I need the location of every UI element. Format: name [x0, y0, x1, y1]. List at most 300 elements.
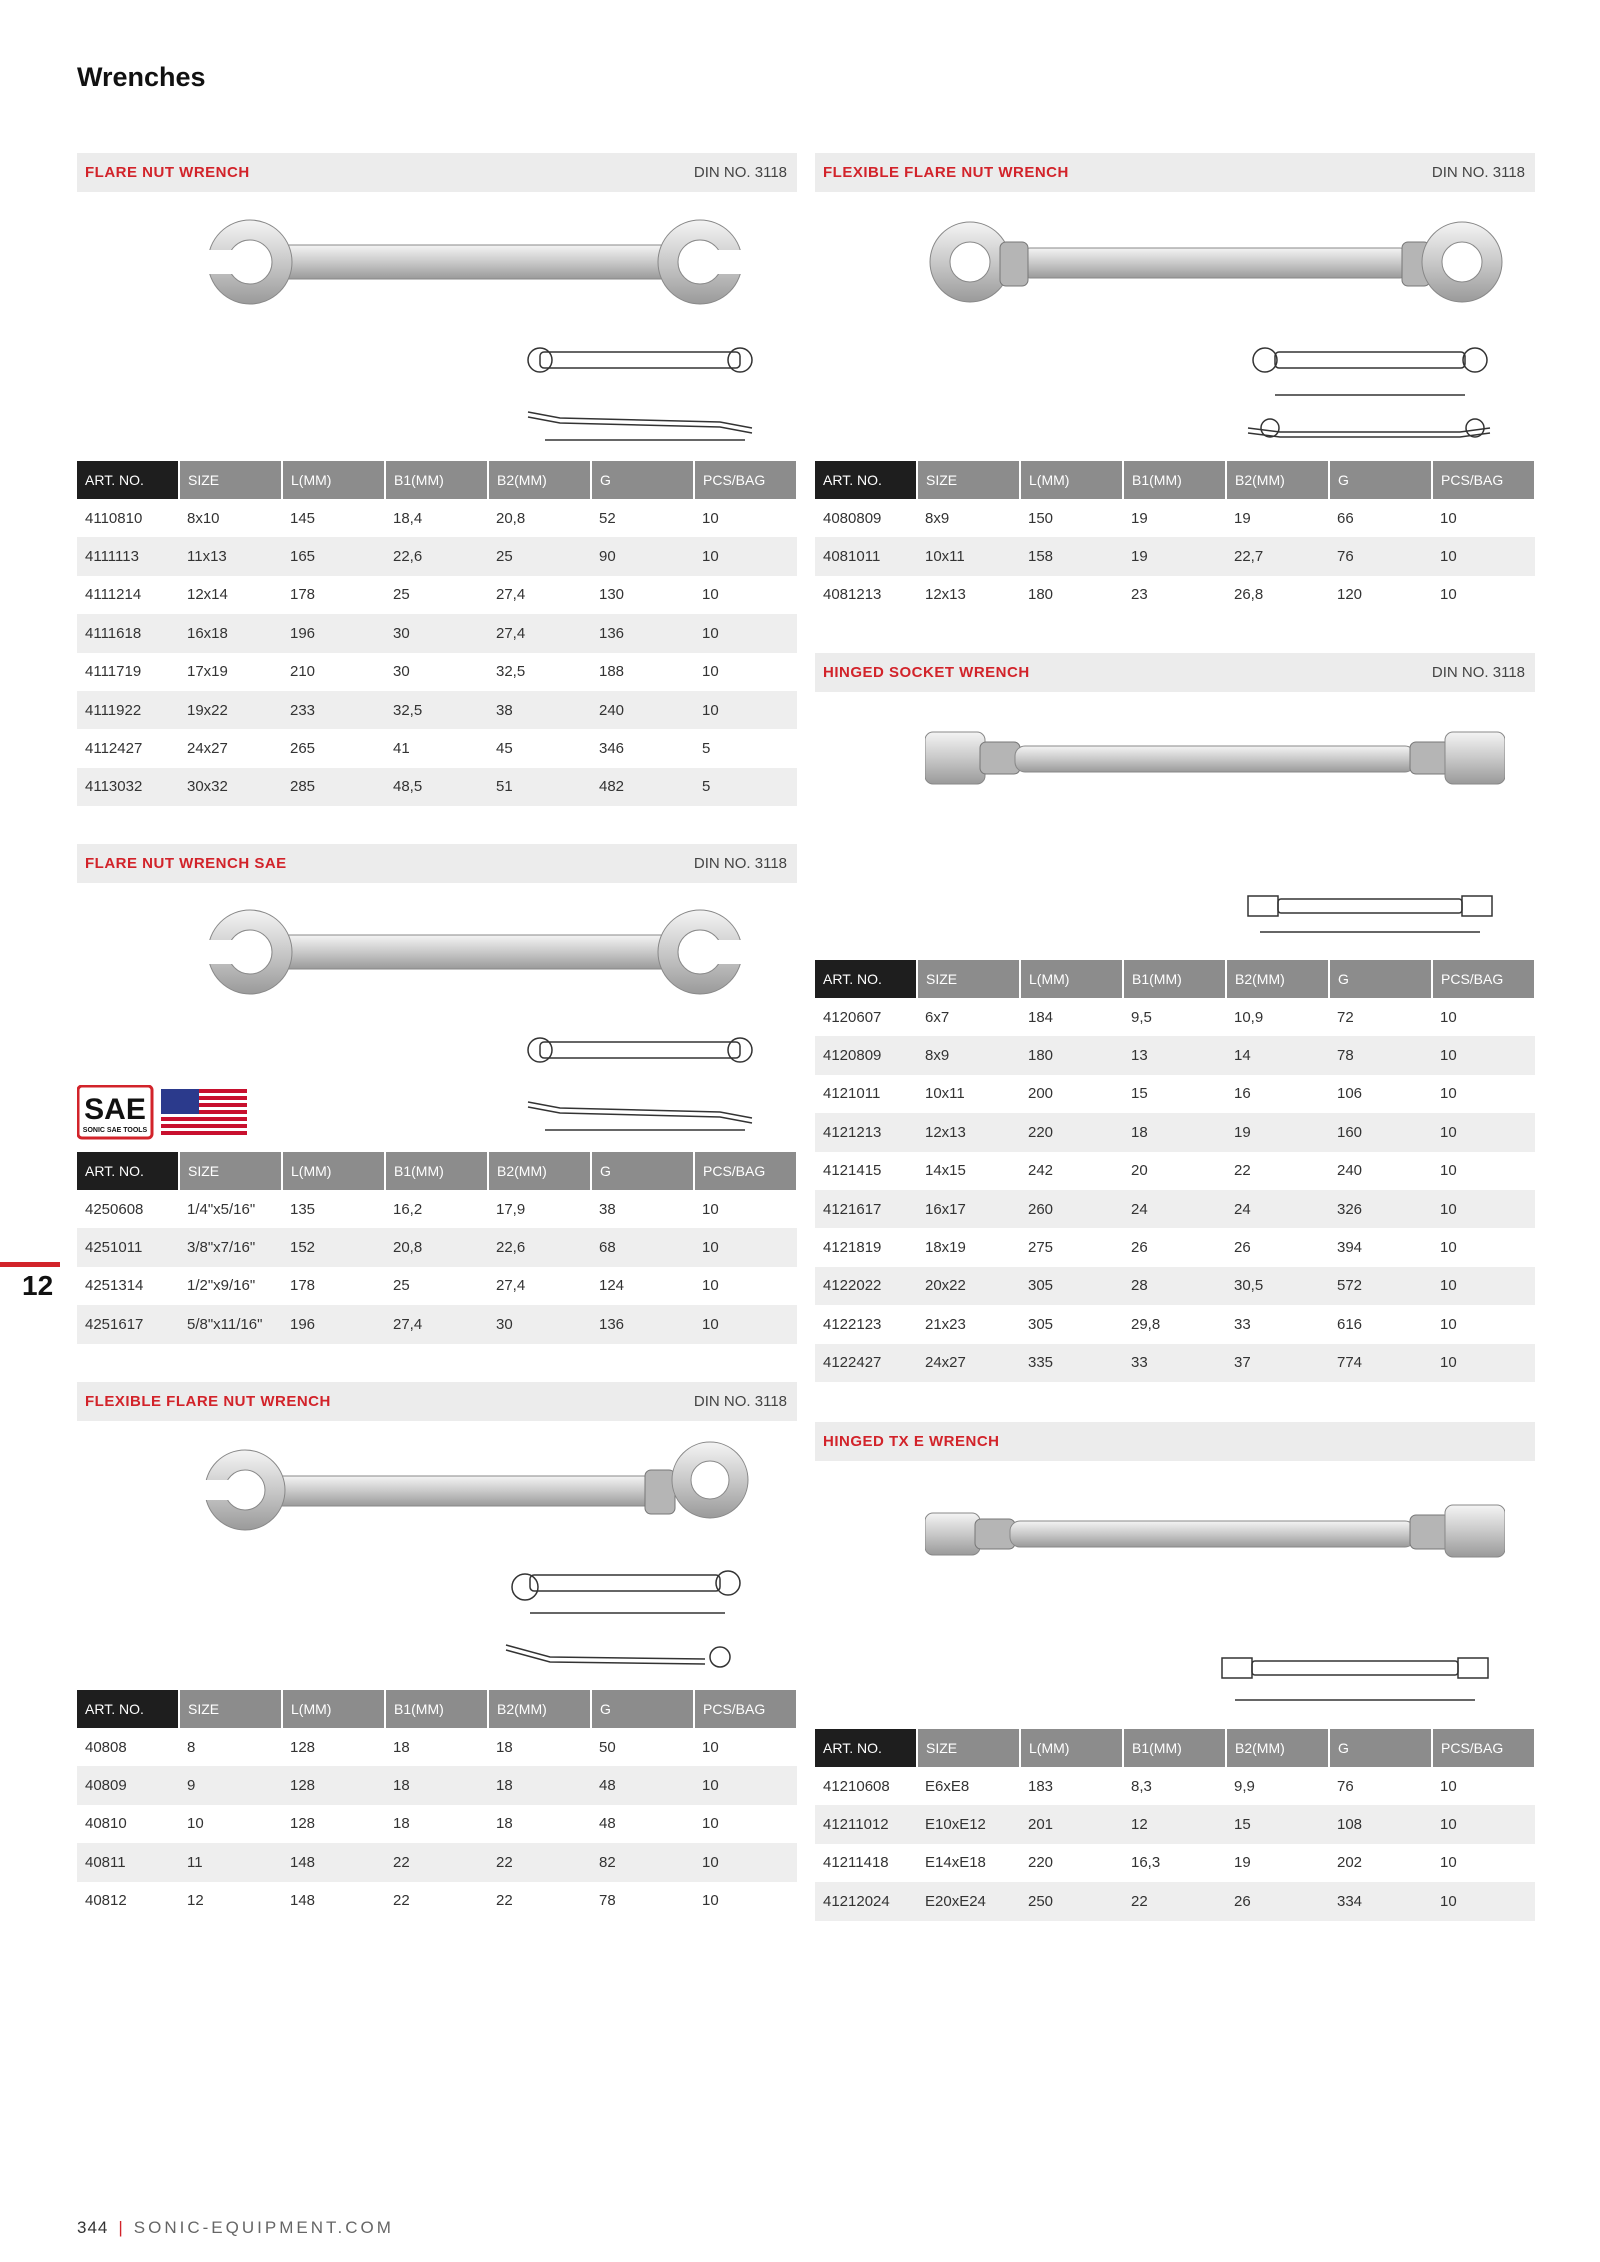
table-row [815, 1036, 1535, 1074]
flexible-flare-nut-wrench-right-table [815, 461, 1536, 614]
flare-nut-wrench-image [185, 212, 765, 312]
table-cell: 326 [1329, 1190, 1432, 1228]
table-cell: 10 [1440, 1315, 1457, 1333]
column-header: B2(MM) [488, 1690, 591, 1728]
table-cell: 26 [1226, 1882, 1329, 1920]
table-cell: 27,4 [385, 1305, 488, 1343]
table-cell: 41211012 [815, 1805, 917, 1843]
table-cell: 334 [1329, 1882, 1432, 1920]
table-cell: 10 [702, 586, 719, 604]
table-cell: 37 [1226, 1344, 1329, 1382]
din-number: DIN NO. 3118 [693, 164, 787, 181]
table-cell: 10 [1432, 1113, 1535, 1151]
table-cell: 25 [393, 586, 410, 604]
column-header: PCS/BAG [1432, 461, 1535, 499]
table-cell: 124 [599, 1277, 625, 1295]
footer-website[interactable]: SONIC-EQUIPMENT.COM [133, 2218, 394, 2237]
table-cell: 4111618 [77, 614, 179, 652]
hinged-tx-e-wrench-image [925, 1495, 1505, 1575]
table-cell: 72 [1337, 1008, 1354, 1026]
table-cell: 210 [290, 663, 316, 681]
column-header: L(MM) [1020, 960, 1123, 998]
table-cell: 4121011 [823, 1085, 881, 1103]
table-cell: 16 [1234, 1085, 1251, 1103]
section-header [77, 1382, 797, 1421]
table-cell: 41211418 [823, 1854, 889, 1872]
table-row [77, 729, 797, 767]
column-header: PCS/BAG [1432, 960, 1535, 998]
table-row [815, 576, 1535, 614]
table-cell: E14xE18 [925, 1854, 986, 1872]
table-cell: 19 [1226, 1113, 1329, 1151]
table-cell: 4080809 [823, 509, 882, 527]
table-cell: 233 [282, 691, 385, 729]
table-cell: 4121617 [815, 1190, 917, 1228]
table-cell: 240 [1337, 1162, 1363, 1180]
table-cell: 16x18 [179, 614, 282, 652]
table-cell: 26 [1131, 1239, 1148, 1257]
table-cell: 10 [702, 509, 719, 527]
column-header: SIZE [917, 461, 1020, 499]
hinged-socket-wrench-table [815, 960, 1536, 1382]
column-header: ART. NO. [815, 461, 917, 499]
column-header: G [591, 461, 694, 499]
table-row [77, 537, 797, 575]
section-title: FLARE NUT WRENCH SAE [85, 855, 287, 872]
column-header: B1(MM) [1123, 960, 1226, 998]
table-cell: 8,3 [1131, 1777, 1152, 1795]
table-cell: 128 [282, 1766, 385, 1804]
column-header: SIZE [917, 1729, 1020, 1767]
table-cell: 40812 [85, 1892, 127, 1910]
table-cell: 16,2 [393, 1200, 423, 1218]
table-row [77, 1305, 797, 1343]
table-cell: 41 [393, 740, 410, 758]
section-header [815, 153, 1535, 192]
table-cell: 250 [1020, 1882, 1123, 1920]
table-cell: 45 [496, 740, 513, 758]
hinged-tx-e-wrench-drawing [1210, 1650, 1500, 1710]
table-cell: 10 [1432, 1805, 1535, 1843]
chapter-number: 12 [22, 1270, 54, 1301]
table-cell: 4121415 [823, 1162, 882, 1180]
column-header: L(MM) [1020, 1729, 1123, 1767]
table-cell: 38 [488, 691, 591, 729]
table-cell: 16,3 [1131, 1854, 1161, 1872]
table-cell: 76 [1337, 1777, 1354, 1795]
table-cell: 152 [282, 1228, 385, 1266]
column-header: ART. NO. [815, 960, 917, 998]
table-cell: 40809 [77, 1766, 179, 1804]
column-header: L(MM) [282, 461, 385, 499]
table-cell: 10 [1440, 1239, 1457, 1257]
table-cell: 4112427 [85, 740, 143, 758]
table-cell: 30,5 [1226, 1267, 1329, 1305]
section-flexible-flare-nut-wrench-left [77, 1382, 797, 1421]
table-cell: 48 [591, 1766, 694, 1804]
table-header-row [815, 1729, 1535, 1767]
table-cell: 28 [1123, 1267, 1226, 1305]
table-cell: 40808 [85, 1738, 127, 1756]
table-cell: 136 [591, 614, 694, 652]
table-cell: 305 [1020, 1267, 1123, 1305]
flexible-flare-nut-wrench-drawing [500, 1565, 760, 1680]
table-cell: 12 [187, 1892, 204, 1910]
table-cell: 10 [1432, 537, 1535, 575]
table-cell: 10 [1440, 1777, 1457, 1795]
table-cell: 10 [694, 1843, 797, 1881]
table-row [77, 1843, 797, 1881]
table-row [815, 1152, 1535, 1190]
table-row [77, 1766, 797, 1804]
table-cell: 10,9 [1234, 1008, 1264, 1026]
table-cell: 202 [1337, 1854, 1363, 1872]
table-cell: 4122022 [815, 1267, 917, 1305]
table-cell: 10 [1440, 586, 1457, 604]
table-cell: 20x22 [917, 1267, 1020, 1305]
section-title: HINGED TX E WRENCH [823, 1433, 1000, 1450]
table-cell: 8x9 [925, 509, 950, 527]
table-cell: 18x19 [925, 1239, 966, 1257]
table-row [77, 1882, 797, 1920]
table-cell: 8x9 [917, 1036, 1020, 1074]
table-cell: 201 [1020, 1805, 1123, 1843]
table-row [77, 1267, 797, 1305]
table-cell: 10x11 [917, 537, 1020, 575]
table-row [77, 1190, 797, 1228]
table-row [815, 1305, 1535, 1343]
flexible-flare-nut-wrench-left-table [77, 1690, 798, 1920]
table-cell: 183 [1028, 1777, 1054, 1795]
table-cell: 4121819 [823, 1239, 882, 1257]
table-cell: 220 [1020, 1113, 1123, 1151]
table-row [815, 1228, 1535, 1266]
sae-logo-text: SAE [84, 1093, 146, 1126]
table-cell: 19x22 [179, 691, 282, 729]
table-cell: 106 [1337, 1085, 1363, 1103]
column-header: B2(MM) [1226, 461, 1329, 499]
table-cell: 120 [1337, 586, 1363, 604]
table-cell: 184 [1028, 1008, 1054, 1026]
table-cell: 180 [1020, 1036, 1123, 1074]
table-cell: 27,4 [496, 586, 526, 604]
column-header: L(MM) [282, 1690, 385, 1728]
table-cell: 10 [694, 1228, 797, 1266]
table-cell: 68 [591, 1228, 694, 1266]
table-cell: 196 [282, 614, 385, 652]
table-cell: E6xE8 [925, 1777, 970, 1795]
table-cell: 275 [1028, 1239, 1054, 1257]
column-header: B1(MM) [1123, 461, 1226, 499]
column-header: B1(MM) [385, 461, 488, 499]
table-cell: 41212024 [815, 1882, 917, 1920]
table-cell: 10 [702, 1277, 719, 1295]
table-cell: 25 [488, 537, 591, 575]
table-cell: 30 [393, 663, 410, 681]
column-header: ART. NO. [77, 1690, 179, 1728]
column-header: SIZE [179, 461, 282, 499]
column-header: G [591, 1152, 694, 1190]
table-cell: 5/8"x11/16" [179, 1305, 282, 1343]
column-header: ART. NO. [77, 461, 179, 499]
column-header: B2(MM) [488, 461, 591, 499]
table-cell: 9 [179, 1766, 282, 1804]
table-cell: 52 [599, 509, 616, 527]
table-cell: 6x7 [925, 1008, 950, 1026]
table-cell: 48,5 [385, 768, 488, 806]
table-cell: 108 [1329, 1805, 1432, 1843]
table-cell: 22 [488, 1843, 591, 1881]
table-cell: 4111113 [77, 537, 179, 575]
table-cell: 48 [599, 1815, 616, 1833]
table-cell: 10 [1440, 509, 1457, 527]
flare-nut-wrench-sae-image [185, 902, 765, 1002]
table-cell: 4110810 [85, 509, 143, 527]
column-header: L(MM) [1020, 461, 1123, 499]
table-cell: 11x13 [179, 537, 282, 575]
table-cell: 22 [385, 1843, 488, 1881]
table-cell: 22 [496, 1892, 513, 1910]
table-cell: 30 [488, 1305, 591, 1343]
table-cell: 10 [702, 1815, 719, 1833]
table-cell: 4081213 [823, 586, 882, 604]
table-cell: 13 [1123, 1036, 1226, 1074]
table-cell: 32,5 [385, 691, 488, 729]
table-row [815, 537, 1535, 575]
table-cell: 130 [599, 586, 625, 604]
table-cell: 10 [702, 1738, 719, 1756]
table-cell: 18 [496, 1815, 513, 1833]
table-cell: 165 [282, 537, 385, 575]
table-cell: 10 [1432, 1036, 1535, 1074]
table-cell: 240 [591, 691, 694, 729]
table-cell: 12x14 [187, 586, 228, 604]
table-row [77, 576, 797, 614]
column-header: ART. NO. [77, 1152, 179, 1190]
table-cell: 10 [702, 1892, 719, 1910]
table-cell: 10 [694, 1305, 797, 1343]
column-header: SIZE [917, 960, 1020, 998]
table-cell: 4120607 [823, 1008, 882, 1026]
table-cell: 3/8"x7/16" [179, 1228, 282, 1266]
column-header: G [1329, 1729, 1432, 1767]
table-cell: 1/2"x9/16" [187, 1277, 256, 1295]
table-cell: 26 [1234, 1239, 1251, 1257]
table-cell: 14 [1226, 1036, 1329, 1074]
table-cell: 135 [290, 1200, 316, 1218]
table-cell: 18 [393, 1738, 410, 1756]
table-cell: 10 [1432, 1882, 1535, 1920]
table-cell: 220 [1028, 1854, 1054, 1872]
table-cell: 32,5 [496, 663, 526, 681]
table-cell: 90 [591, 537, 694, 575]
column-header: B1(MM) [1123, 1729, 1226, 1767]
sae-logo-subtext: SONIC SAE TOOLS [82, 1127, 148, 1134]
table-row [815, 1882, 1535, 1920]
section-hinged-socket-wrench [815, 653, 1535, 692]
table-cell: 160 [1329, 1113, 1432, 1151]
table-row [815, 1805, 1535, 1843]
table-cell: 145 [290, 509, 316, 527]
column-header: B2(MM) [1226, 960, 1329, 998]
table-cell: 27,4 [496, 1277, 526, 1295]
table-row [77, 1228, 797, 1266]
table-header-row [77, 1152, 797, 1190]
section-title: HINGED SOCKET WRENCH [823, 664, 1030, 681]
table-cell: 38 [599, 1200, 616, 1218]
table-cell: 260 [1020, 1190, 1123, 1228]
table-cell: 196 [282, 1305, 385, 1343]
column-header: B1(MM) [385, 1690, 488, 1728]
sae-logo [77, 1085, 249, 1146]
section-hinged-tx-e-wrench [815, 1422, 1535, 1461]
table-cell: 128 [290, 1738, 316, 1756]
table-cell: 10x11 [925, 1085, 965, 1103]
table-cell: 242 [1028, 1162, 1054, 1180]
table-cell: 4121213 [815, 1113, 917, 1151]
table-cell: 4250608 [85, 1200, 144, 1218]
footer-separator: | [118, 2218, 124, 2237]
column-header: G [1329, 960, 1432, 998]
hinged-socket-wrench-image [925, 720, 1505, 800]
table-cell: 4111922 [77, 691, 179, 729]
table-row [77, 499, 797, 537]
table-cell: 305 [1028, 1315, 1054, 1333]
table-header-row [815, 960, 1535, 998]
table-cell: 23 [1131, 586, 1148, 604]
table-cell: 19 [1123, 537, 1226, 575]
din-number: DIN NO. 3118 [1431, 664, 1525, 681]
table-cell: 22,7 [1226, 537, 1329, 575]
table-cell: 4122123 [823, 1315, 882, 1333]
table-cell: 10 [1432, 1190, 1535, 1228]
table-cell: 12x13 [925, 586, 966, 604]
table-cell: 158 [1020, 537, 1123, 575]
flare-nut-wrench-table [77, 461, 798, 806]
table-cell: 18 [496, 1738, 513, 1756]
din-number: DIN NO. 3118 [1431, 164, 1525, 181]
flare-nut-wrench-sae-drawing [520, 1030, 760, 1135]
hinged-socket-wrench-drawing [1240, 890, 1500, 940]
table-cell: 33 [1234, 1315, 1251, 1333]
table-cell: 4111214 [85, 586, 142, 604]
table-row [815, 1190, 1535, 1228]
table-cell: 30x32 [179, 768, 282, 806]
table-cell: 1/4"x5/16" [187, 1200, 256, 1218]
table-cell: 18,4 [393, 509, 423, 527]
table-row [815, 499, 1535, 537]
din-number: DIN NO. 3118 [693, 1393, 787, 1410]
table-cell: 136 [591, 1305, 694, 1343]
table-cell: 265 [290, 740, 316, 758]
table-cell: 4251011 [77, 1228, 179, 1266]
table-cell: 24 [1123, 1190, 1226, 1228]
table-cell: 33 [1123, 1344, 1226, 1382]
column-header: L(MM) [282, 1152, 385, 1190]
table-cell: 10 [694, 614, 797, 652]
table-cell: 22,6 [488, 1228, 591, 1266]
table-cell: 26,8 [1234, 586, 1264, 604]
table-cell: 10 [702, 1200, 719, 1218]
table-cell: 394 [1337, 1239, 1363, 1257]
table-cell: 188 [599, 663, 625, 681]
table-header-row [77, 1690, 797, 1728]
table-cell: 4120809 [815, 1036, 917, 1074]
table-cell: 19 [1234, 1854, 1251, 1872]
table-cell: 51 [488, 768, 591, 806]
table-cell: 82 [591, 1843, 694, 1881]
table-cell: 78 [599, 1892, 616, 1910]
table-cell: 10 [187, 1815, 204, 1833]
table-cell: 50 [599, 1738, 616, 1756]
table-cell: 346 [599, 740, 625, 758]
table-cell: 20,8 [496, 509, 526, 527]
table-cell: 24x27 [917, 1344, 1020, 1382]
table-cell: 21x23 [925, 1315, 966, 1333]
table-cell: 572 [1329, 1267, 1432, 1305]
table-cell: 10 [694, 1766, 797, 1804]
table-cell: 8 [187, 1738, 196, 1756]
section-title: FLEXIBLE FLARE NUT WRENCH [85, 1393, 331, 1410]
table-cell: 15 [1226, 1805, 1329, 1843]
table-cell: 5 [702, 740, 711, 758]
table-cell: 22,6 [385, 537, 488, 575]
column-header: B2(MM) [1226, 1729, 1329, 1767]
table-cell: 22 [393, 1892, 410, 1910]
table-cell: 616 [1337, 1315, 1363, 1333]
table-cell: 12 [1123, 1805, 1226, 1843]
column-header: G [591, 1690, 694, 1728]
footer [77, 2218, 394, 2238]
table-cell: 76 [1329, 537, 1432, 575]
table-cell: 178 [290, 1277, 316, 1295]
page-number: 344 [77, 2218, 109, 2237]
chapter-tab [0, 1262, 60, 1302]
column-header: SIZE [179, 1152, 282, 1190]
table-cell: 24 [1226, 1190, 1329, 1228]
table-cell: 4081011 [815, 537, 917, 575]
table-cell: 22 [1123, 1882, 1226, 1920]
table-cell: E10xE12 [917, 1805, 1020, 1843]
table-cell: 4251314 [85, 1277, 144, 1295]
table-cell: 5 [694, 768, 797, 806]
table-cell: 17x19 [187, 663, 228, 681]
din-number: DIN NO. 3118 [693, 855, 787, 872]
table-cell: 27,4 [488, 614, 591, 652]
table-row [815, 1113, 1535, 1151]
table-cell: 10 [1432, 1267, 1535, 1305]
column-header: ART. NO. [815, 1729, 917, 1767]
column-header: G [1329, 461, 1432, 499]
table-cell: 482 [591, 768, 694, 806]
table-row [77, 691, 797, 729]
table-cell: 19 [1131, 509, 1148, 527]
column-header: PCS/BAG [694, 1690, 797, 1728]
section-header [815, 653, 1535, 692]
section-header [77, 153, 797, 192]
table-row [815, 1767, 1535, 1805]
table-cell: 18 [1123, 1113, 1226, 1151]
flare-nut-wrench-sae-table [77, 1152, 798, 1344]
table-row [77, 768, 797, 806]
section-flare-nut-wrench [77, 153, 797, 192]
table-cell: 4111719 [85, 663, 142, 681]
table-row [815, 1844, 1535, 1882]
page-title: Wrenches [77, 62, 206, 92]
table-row [815, 998, 1535, 1036]
table-row [77, 614, 797, 652]
column-header: PCS/BAG [694, 461, 797, 499]
